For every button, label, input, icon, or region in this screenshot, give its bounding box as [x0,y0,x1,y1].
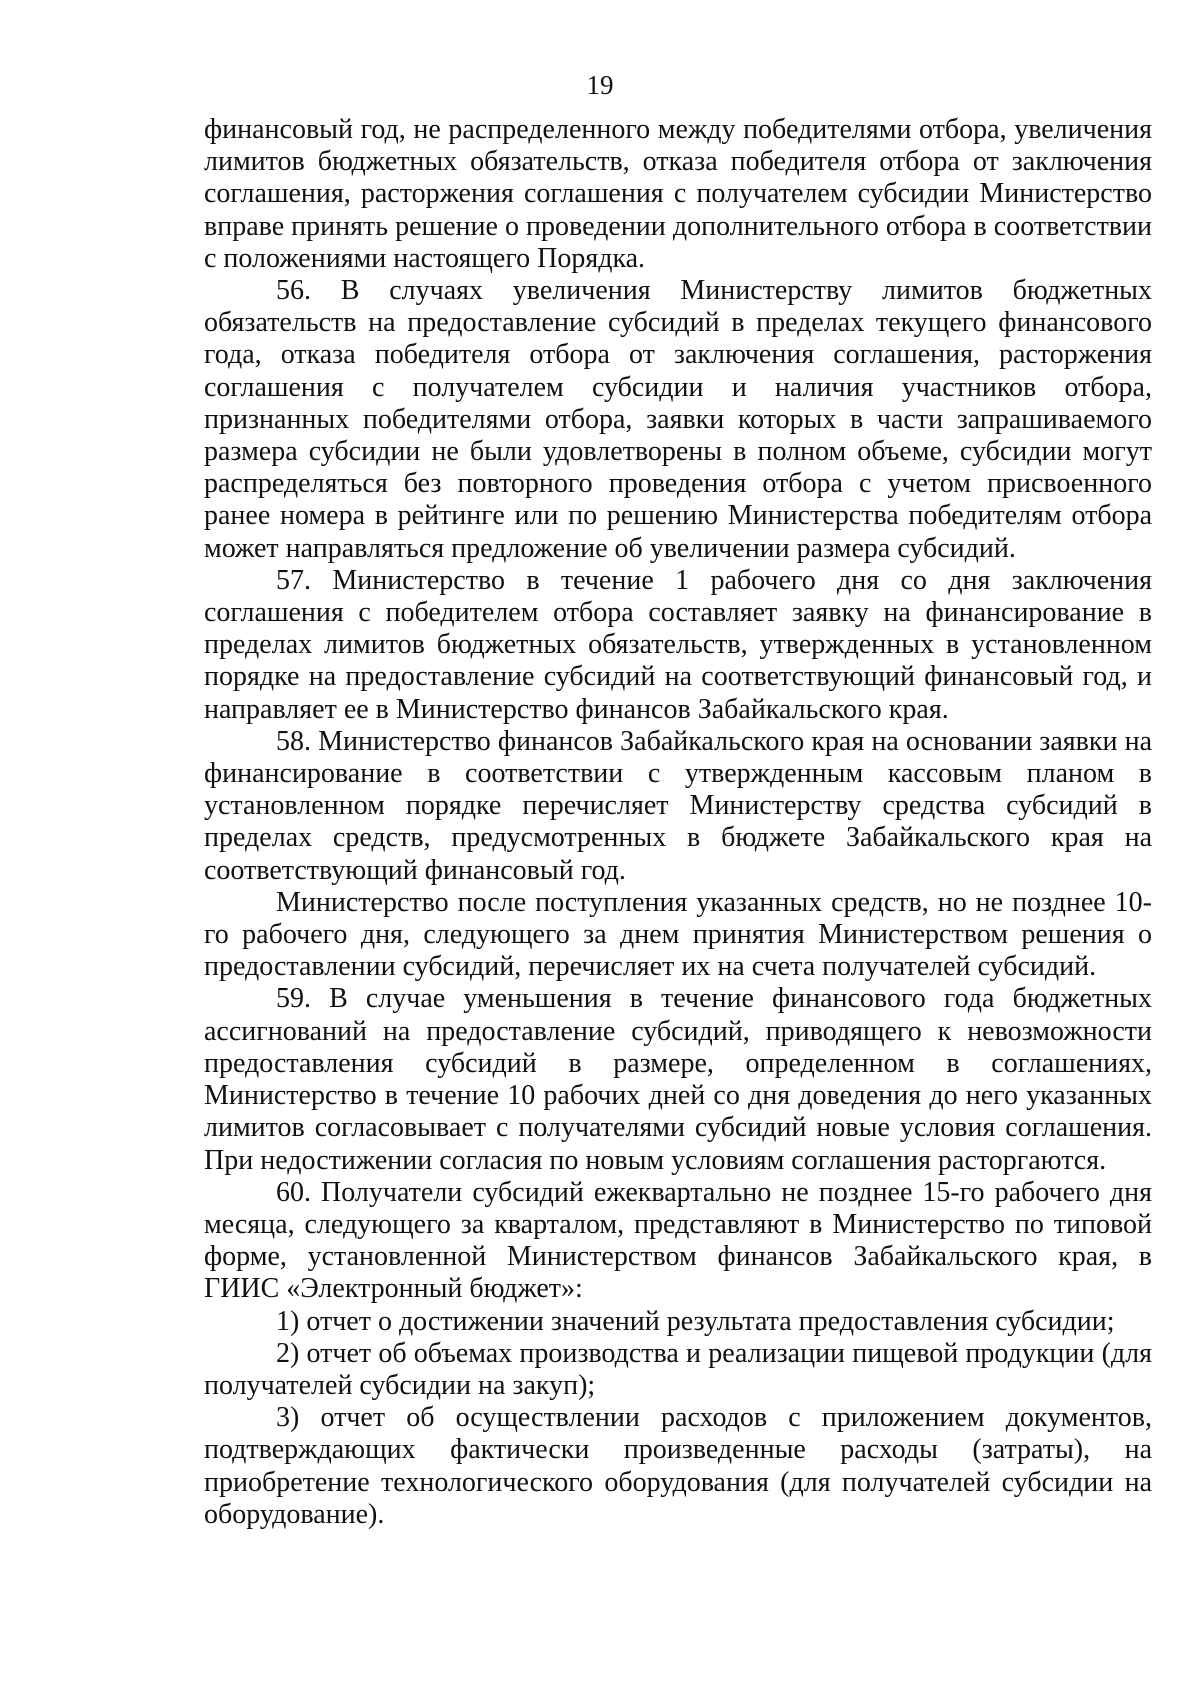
document-body [204,114,1152,1531]
list-item-report-2: 2) отчет об объемах производства и реализации пищевой продукции (для получателей субсидии на закуп); [204,1337,1152,1401]
paragraph-continuation: финансовый год, не распределенного между победителями отбора, увеличения лимитов бюджетных обязательств, отказа победителя отбора от заключения соглашения, расторжения соглашения с получателем субсидии Министерство вправе принять решение о проведении дополнительного отбора в соответствии с положениями настоящего Порядка. [204,114,1152,274]
list-item-report-1: 1) отчет о достижении значений результата предоставления субсидии; [276,1305,1115,1337]
paragraph-clause-56: 56. В случаях увеличения Министерству лимитов бюджетных обязательств на предоставление субсидий в пределах текущего финансового года, отказа победителя отбора от заключения соглашения, расторжения соглашения с получателем субсидии и наличия участников отбора, признанных победителями отбора, заявки которых в части запрашиваемого размера субсидии не были удовлетворены в полном объеме, субсидии могут распределяться без повторного проведения отбора с учетом присвоенного ранее номера в рейтинге или по решению Министерства победителям отбора может направляться предложение об увеличении размера субсидий. [204,275,1152,564]
paragraph-clause-57: 57. Министерство в течение 1 рабочего дня со дня заключения соглашения с победителем отбора составляет заявку на финансирование в пределах лимитов бюджетных обязательств, утвержденных в установленном порядке на предоставление субсидий на соответствующий финансовый год, и направляет ее в Министерство финансов Забайкальского края. [204,564,1152,725]
paragraph-clause-58-continuation: Министерство после поступления указанных средств, но не позднее 10-го рабочего дня, следующего за днем принятия Министерством решения о предоставлении субсидий, перечисляет их на счета получателей субсидий. [204,886,1152,983]
paragraph-clause-60: 60. Получатели субсидий ежеквартально не позднее 15-го рабочего дня месяца, следующего за кварталом, представляют в Министерство по типовой форме, установленной Министерством финансов Забайкальского края, в ГИИС «Электронный бюджет»: [204,1176,1152,1305]
paragraph-clause-58: 58. Министерство финансов Забайкальского края на основании заявки на финансирование в соответствии с утвержденным кассовым планом в установленном порядке перечисляет Министерству средства субсидий в пределах средств, предусмотренных в бюджете Забайкальского края на соответствующий финансовый год. [204,725,1152,886]
paragraph-clause-59: 59. В случае уменьшения в течение финансового года бюджетных ассигнований на предоставление субсидий, приводящего к невозможности предоставления субсидий в размере, определенном в соглашениях, Министерство в течение 10 рабочих дней со дня доведения до него указанных лимитов согласовывает с получателями субсидий новые условия соглашения. При недостижении согласия по новым условиям соглашения расторгаются. [204,983,1152,1176]
list-item-report-3: 3) отчет об осуществлении расходов с приложением документов, подтверждающих фактически произведенные расходы (затраты), на приобретение технологического оборудования (для получателей субсидии на оборудование). [204,1402,1152,1530]
page-number: 19 [586,70,614,100]
